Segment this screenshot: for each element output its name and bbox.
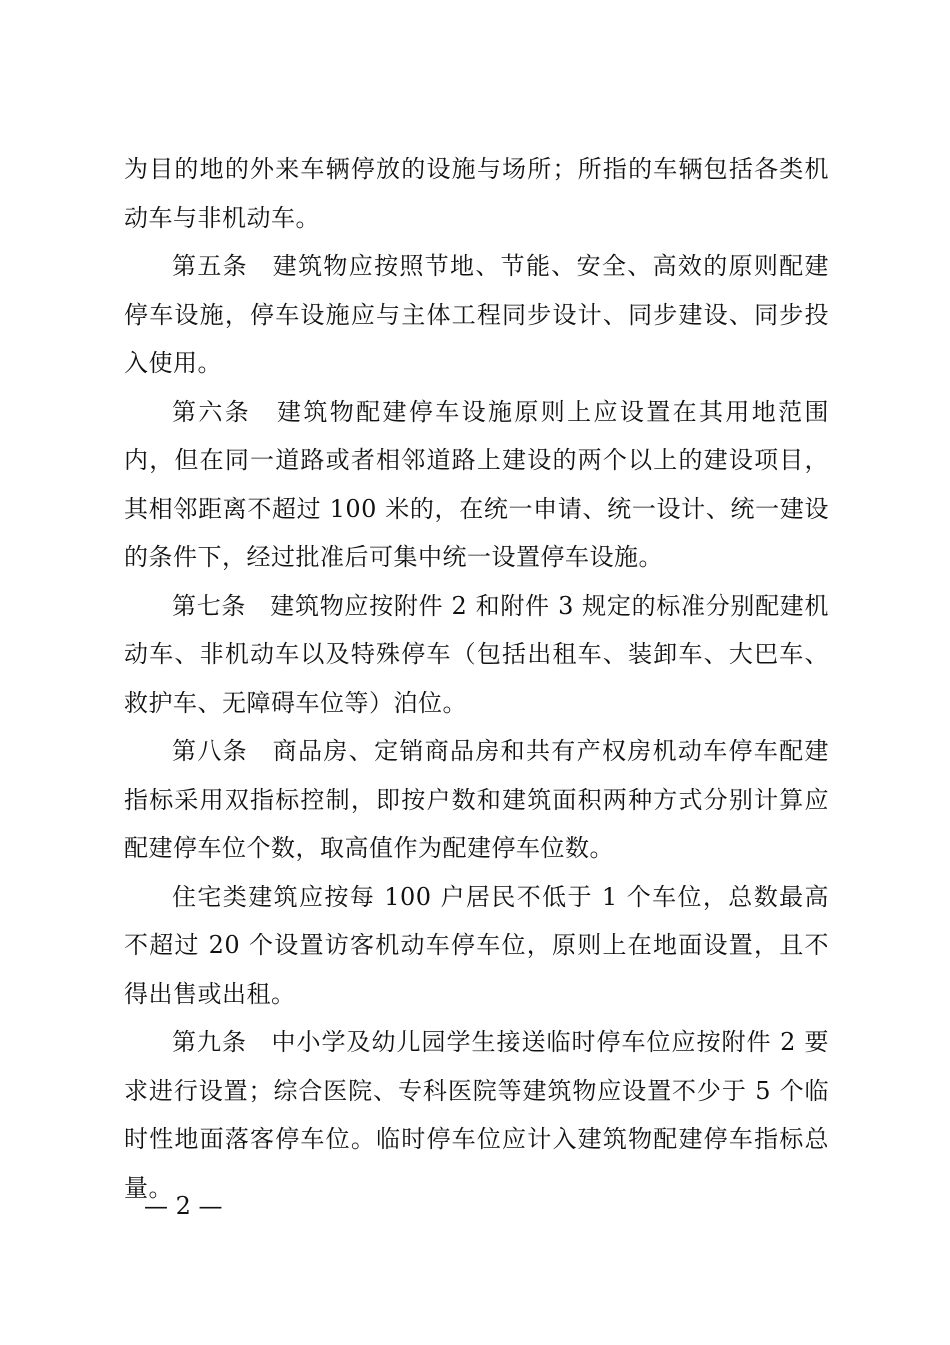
- paragraph-continuation: [124, 145, 829, 242]
- article-text: 建筑物配建停车设施原则上应设置在其用地范围内，但在同一道路或者相邻道路上建设的两个以上的建设项目，其相邻距离不超过 100 米的，在统一申请、统一设计、统一建设的条件下，经过批准后可集中统一设置停车设施。: [124, 397, 829, 571]
- document-body: [124, 145, 829, 1212]
- page-number: — 2 —: [144, 1192, 223, 1220]
- article-heading: 第五条: [172, 252, 248, 280]
- article-7: [124, 582, 829, 728]
- article-text: 中小学及幼儿园学生接送临时停车位应按附件 2 要求进行设置；综合医院、专科医院等建筑物应设置不少于 5 个临时性地面落客停车位。临时停车位应计入建筑物配建停车指标总量。: [124, 1028, 829, 1202]
- article-heading: 第六条: [172, 397, 252, 426]
- article-text: 商品房、定销商品房和共有产权房机动车停车配建指标采用双指标控制，即按户数和建筑面积两种方式分别计算应配建停车位个数，取高值作为配建停车位数。: [124, 737, 830, 862]
- article-8: [124, 727, 829, 873]
- article-text: 建筑物应按附件 2 和附件 3 规定的标准分别配建机动车、非机动车以及特殊停车（包括出租车、装卸车、大巴车、救护车、无障碍车位等）泊位。: [124, 591, 829, 717]
- article-heading: 第八条: [172, 737, 248, 765]
- paragraph-text: 住宅类建筑应按每 100 户居民不低于 1 个车位，总数最高不超过 20 个设置访客机动车停车位，原则上在地面设置，且不得出售或出租。: [124, 882, 829, 1008]
- article-5: [124, 242, 829, 388]
- article-heading: 第七条: [172, 591, 247, 620]
- article-6: [124, 388, 829, 582]
- article-heading: 第九条: [172, 1028, 247, 1056]
- paragraph-visitor-parking: [124, 873, 829, 1019]
- paragraph-text: 为目的地的外来车辆停放的设施与场所；所指的车辆包括各类机动车与非机动车。: [124, 155, 829, 232]
- article-9: [124, 1018, 829, 1212]
- article-text: 建筑物应按照节地、节能、安全、高效的原则配建停车设施，停车设施应与主体工程同步设计、同步建设、同步投入使用。: [124, 252, 830, 377]
